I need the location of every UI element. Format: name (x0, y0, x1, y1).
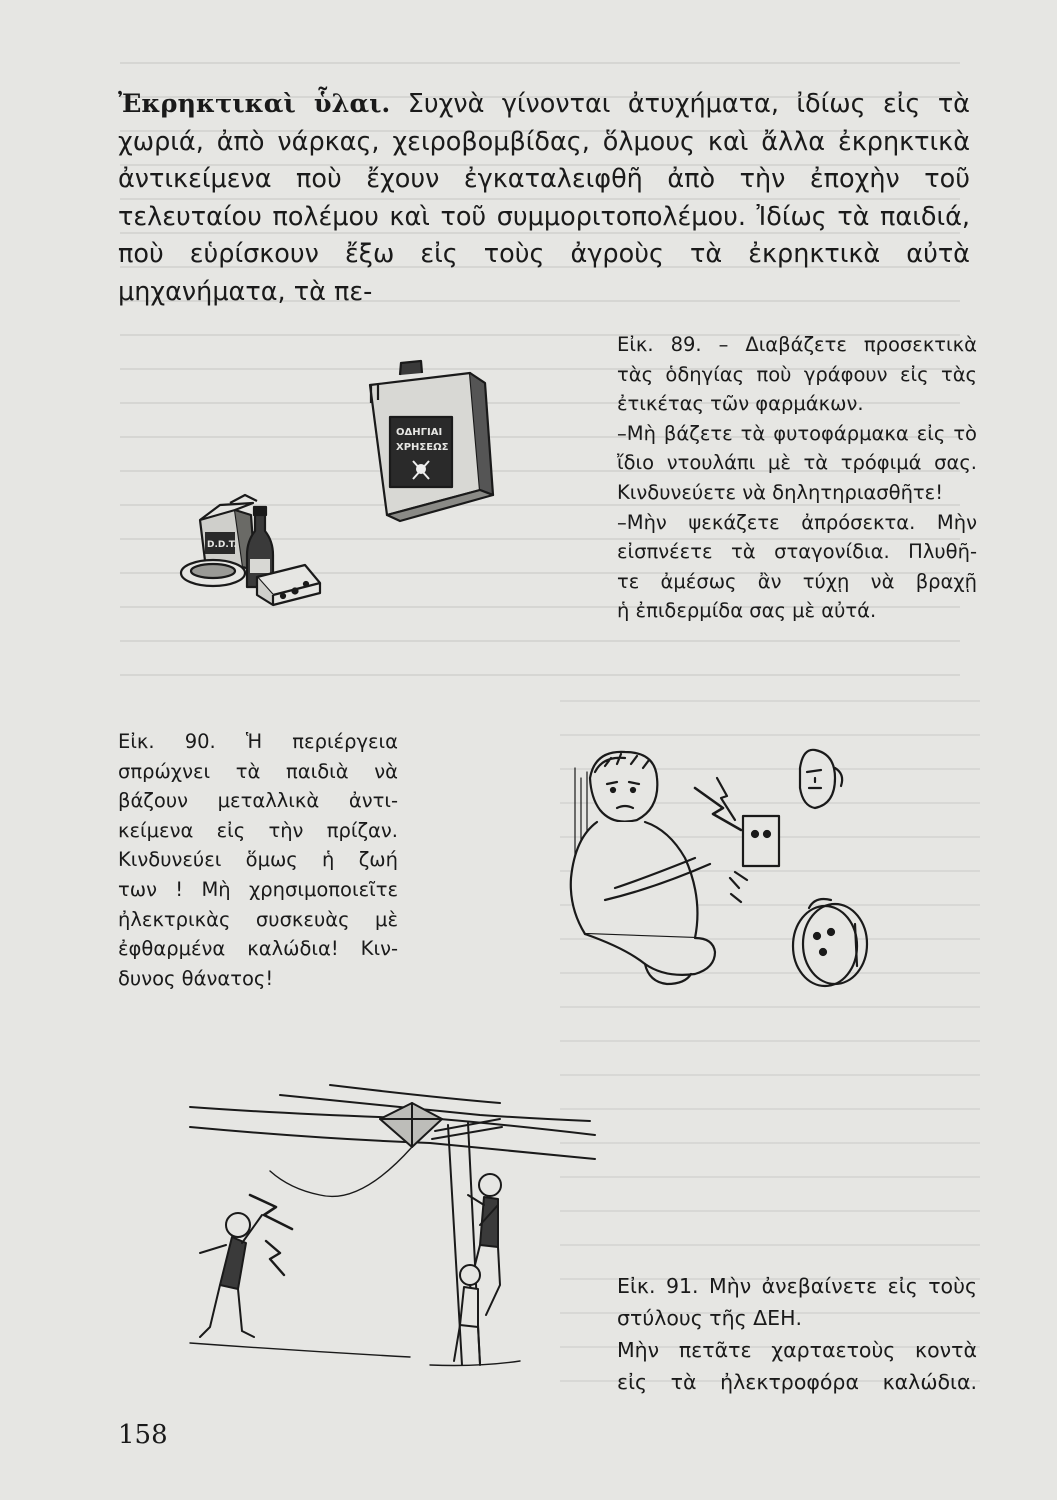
caption-line: στύλους τῆς ΔΕΗ. (617, 1306, 803, 1330)
caption-line: ἐτικέτας τῶν φαρμάκων. (617, 392, 864, 416)
caption-line: ἡ ἐπιδερμίδα σας μὲ αὐτά. (617, 599, 877, 623)
caption-line: –Μὴ βάζετε τὰ φυτοφάρμακα εἰς τὸ (617, 421, 977, 445)
caption-line: τὰς ὁδηγίας ποὺ γράφουν εἰς τὰς (617, 362, 977, 386)
caption-line: ἠλεκτρικὰς συσκευὰς μὲ (118, 907, 398, 931)
figure-91-caption (617, 1270, 977, 1398)
caption-line: Εἰκ. 89. – Διαβάζετε προσεκτικὰ (617, 333, 977, 356)
figure-90-illustration (545, 738, 895, 988)
figure-89-caption (617, 330, 977, 626)
page-number: 158 (118, 1420, 168, 1450)
figure-89-illustration (175, 355, 505, 605)
caption-line: ἐφθαρμένα καλώδια! Κιν- (118, 937, 398, 961)
figure-90-caption (118, 727, 398, 993)
caption-line: των ! Μὴ χρησιμοποιεῖτε (118, 877, 398, 901)
can-label-line2: ΧΡΗΣΕΩΣ (396, 442, 449, 453)
caption-line: βάζουν μεταλλικὰ ἀντι- (118, 789, 398, 813)
caption-line: –Μὴν ψεκάζετε ἀπρόσεκτα. Μὴν (617, 510, 977, 534)
caption-line: εἰσπνέετε τὰ σταγονίδια. Πλυθῆ- (617, 540, 977, 564)
caption-line: Εἰκ. 90. Ἡ περιέργεια (118, 730, 398, 753)
caption-line: κείμενα εἰς τὴν πρίζαν. (118, 818, 398, 842)
section-body: Συχνὰ γίνονται ἀτυχήματα, ἰδίως εἰς τὰ χωριά, ἀπὸ νάρκας, χειροβομβίδας, ὅλμους καὶ ἄλλα ἐκρηκτικὰ ἀντικείμενα ποὺ ἔχουν ἐγκαταλειφθῆ ἀπὸ τὴν ἐποχὴν τοῦ τελευταίου πολέμου καὶ τοῦ συμμοριτοπολέμου. Ἰδίως τὰ παιδιά, ποὺ εὑρίσκουν ἔξω εἰς τοὺς ἀγροὺς τὰ ἐκρηκτικὰ αὐτὰ μηχανήματα, τὰ πε- (118, 89, 970, 307)
caption-line: εἰς τὰ ἠλεκτροφόρα καλώδια. (617, 1370, 977, 1394)
section-title: Ἐκρηκτικαὶ ὗλαι. (118, 89, 391, 119)
caption-line: Μὴν πετᾶτε χαρταετοὺς κοντὰ (617, 1338, 977, 1362)
figure-91-illustration (180, 1075, 600, 1375)
caption-line: Εἰκ. 91. Μὴν ἀνεβαίνετε εἰς τοὺς (617, 1274, 977, 1298)
ddt-box-label: D.D.T. (207, 540, 237, 550)
caption-line: Κινδυνεύει ὅμως ἡ ζωή (118, 848, 398, 872)
caption-line: Κινδυνεύετε νὰ δηλητηριασθῆτε! (617, 480, 944, 504)
caption-line: ἴδιο ντουλάπι μὲ τὰ τρόφιμά σας. (617, 451, 977, 475)
caption-line: δυνος θάνατος! (118, 966, 274, 990)
caption-line: τε ἀμέσως ἂν τύχῃ νὰ βραχῇ (617, 569, 977, 593)
caption-line: σπρώχνει τὰ παιδιὰ νὰ (118, 759, 398, 783)
explosives-paragraph (118, 86, 970, 312)
can-label-line1: ΟΔΗΓΙΑΙ (396, 427, 443, 438)
